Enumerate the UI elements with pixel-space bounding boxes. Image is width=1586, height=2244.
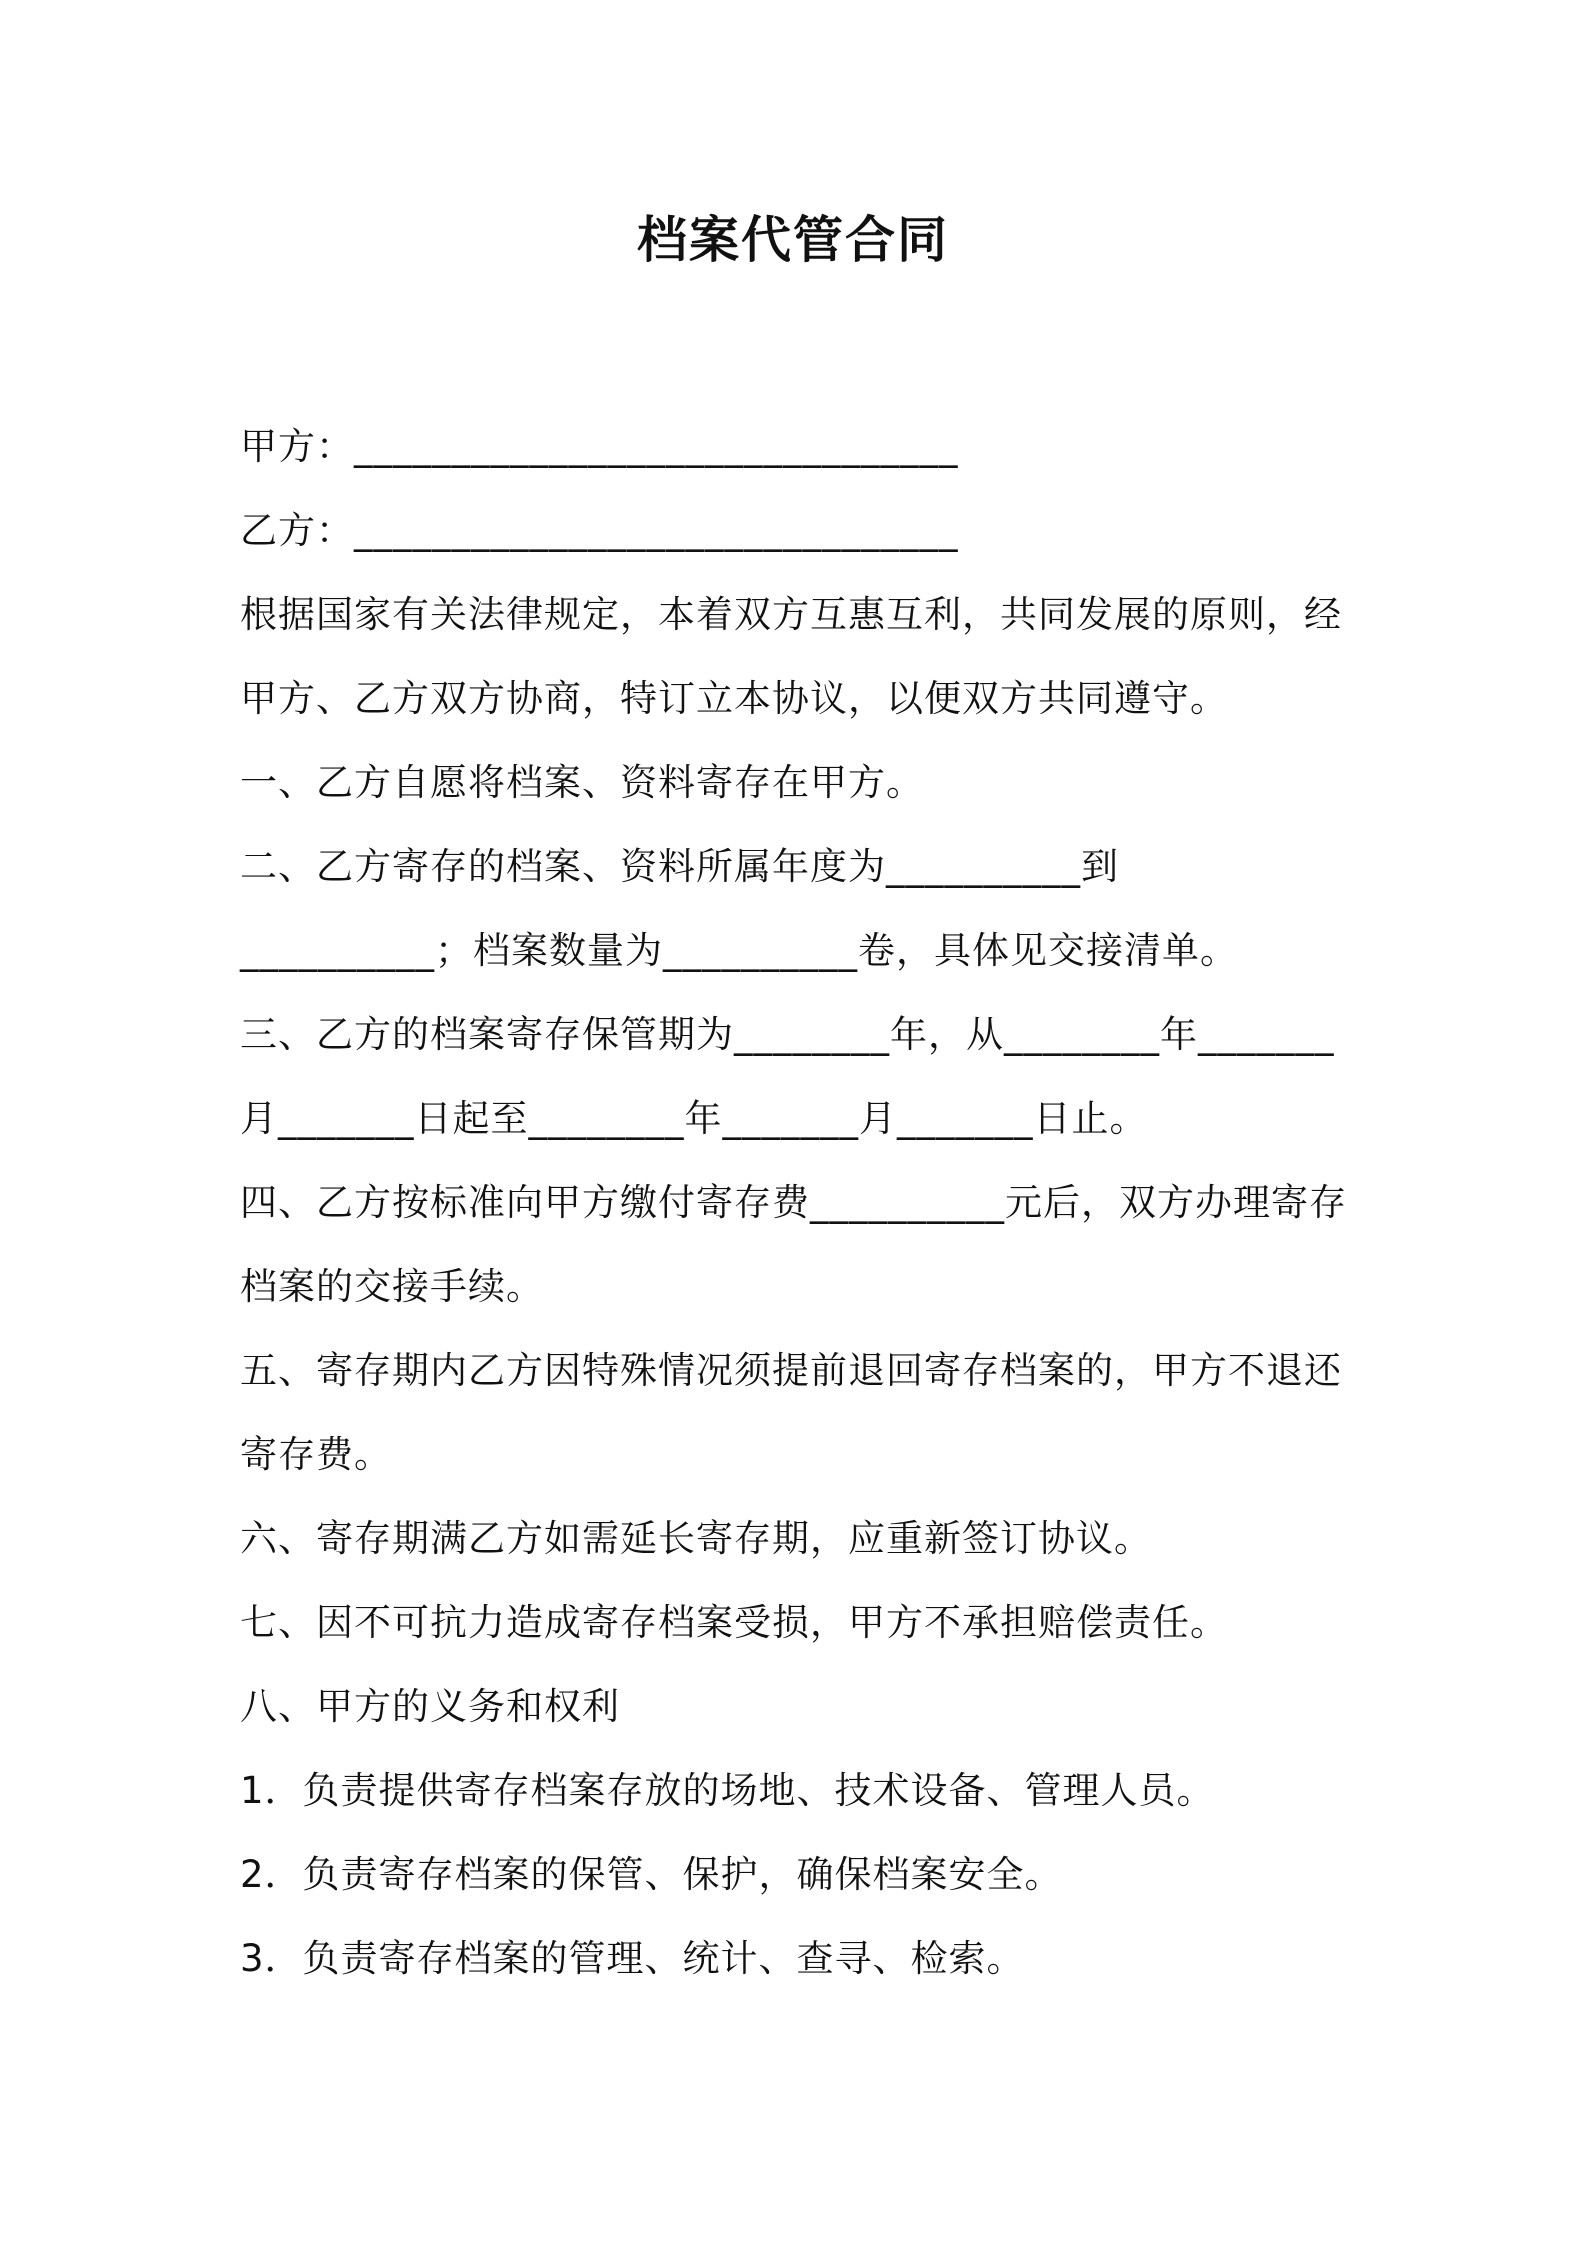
clause-3: 三、乙方的档案寄存保管期为________年，从________年_______月_______日起至________年_______月_______日止。	[240, 1013, 1335, 1140]
clause-1: 一、乙方自愿将档案、资料寄存在甲方。	[240, 761, 924, 804]
duty-3: 3．负责寄存档案的管理、统计、查寻、检索。	[240, 1937, 1025, 1980]
party-b-line: 乙方：_______________________________	[240, 509, 959, 552]
clause-5: 五、寄存期内乙方因特殊情况须提前退回寄存档案的，甲方不退还寄存费。	[240, 1349, 1342, 1476]
document-title: 档案代管合同	[637, 211, 949, 269]
clause-4: 四、乙方按标准向甲方缴付寄存费__________元后，双方办理寄存档案的交接手续。	[240, 1181, 1347, 1308]
duty-1: 1．负责提供寄存档案存放的场地、技术设备、管理人员。	[240, 1769, 1215, 1812]
clause-6: 六、寄存期满乙方如需延长寄存期，应重新签订协议。	[240, 1517, 1152, 1560]
document-body	[240, 405, 1350, 2001]
clause-8-heading: 八、甲方的义务和权利	[240, 1685, 620, 1728]
duty-2: 2．负责寄存档案的保管、保护，确保档案安全。	[240, 1853, 1063, 1896]
party-a-line: 甲方：_______________________________	[240, 425, 959, 468]
intro-paragraph: 根据国家有关法律规定，本着双方互惠互利，共同发展的原则，经甲方、乙方双方协商，特订立本协议，以便双方共同遵守。	[240, 593, 1342, 720]
clause-2: 二、乙方寄存的档案、资料所属年度为__________到__________；档案数量为__________卷，具体见交接清单。	[240, 845, 1238, 972]
clause-7: 七、因不可抗力造成寄存档案受损，甲方不承担赔偿责任。	[240, 1601, 1228, 1644]
